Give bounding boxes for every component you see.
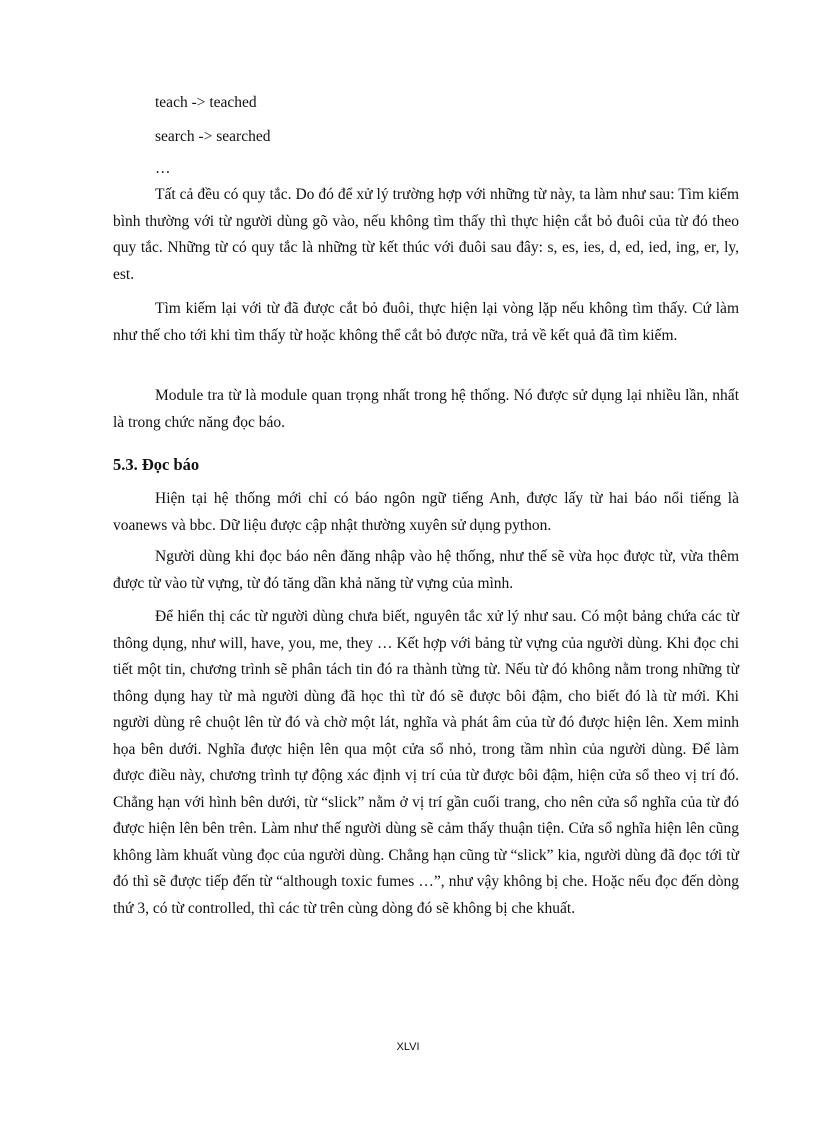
paragraph-retry-text: Tìm kiếm lại với từ đã được cắt bỏ đuôi, thực hiện lại vòng lặp nếu không tìm thấy. Cứ làm như thế cho tới khi tìm thấy từ hoặc không thể cắt bỏ được nữa, trả về kết quả đã tìm kiếm.	[113, 300, 739, 344]
paragraph-module	[113, 383, 739, 436]
example-ellipsis: …	[155, 160, 171, 177]
section-heading: 5.3. Đọc báo	[113, 455, 200, 474]
paragraph-news-sources	[113, 486, 739, 539]
paragraph-rules-text: Tất cả đều có quy tắc. Do đó để xử lý trường hợp với những từ này, ta làm như sau: Tìm kiếm bình thường với từ người dùng gõ vào, nếu không tìm thấy thì thực hiện cắt bỏ đuôi của từ đó theo quy tắc. Những từ có quy tắc là những từ kết thúc với đuôi sau đây: s, es, ies, d, ed, ied, ing, er, ly, est.	[113, 186, 739, 283]
paragraph-highlight-text: Để hiển thị các từ người dùng chưa biết, nguyên tắc xử lý như sau. Có một bảng chứa các từ thông dụng, như will, have, you, me, they … Kết hợp với bảng từ vựng của người dùng. Khi đọc chi tiết một tin, chương trình sẽ phân tách tin đó ra thành từng từ. Nếu từ đó không nằm trong những từ thông dụng hay từ mà người dùng đã học thì từ đó sẽ được bôi đậm, cho biết đó là từ mới. Khi người dùng rê chuột lên từ đó và chờ một lát, nghĩa và phát âm của từ đó được hiện lên. Xem minh họa bên dưới. Nghĩa được hiện lên qua một cửa sổ nhỏ, trong tầm nhìn của người dùng. Để làm được điều này, chương trình tự động xác định vị trí của từ được bôi đậm, hiện cửa sổ theo vị trí đó. Chẳng hạn với hình bên dưới, từ “slick” nằm ở vị trí gần cuối trang, cho nên cửa sổ nghĩa của từ đó được hiện lên bên trên. Làm như thế người dùng sẽ cảm thấy thuận tiện. Cửa sổ nghĩa hiện lên cũng không làm khuất vùng đọc của người dùng. Chẳng hạn cũng từ “slick” kia, người dùng đã đọc tới từ đó thì sẽ được tiếp đến từ “although toxic fumes …”, như vậy không bị che. Hoặc nếu đọc đến dòng thứ 3, có từ controlled, thì các từ trên cùng dòng đó sẽ không bị che khuất.	[113, 608, 739, 917]
example-line-teach: teach -> teached	[155, 94, 257, 111]
page-number: XLVI	[396, 1041, 420, 1053]
paragraph-rules	[113, 182, 739, 288]
paragraph-news-sources-text: Hiện tại hệ thống mới chỉ có báo ngôn ngữ tiếng Anh, được lấy từ hai báo nổi tiếng là voanews và bbc. Dữ liệu được cập nhật thường xuyên sử dụng python.	[113, 490, 739, 534]
paragraph-retry	[113, 296, 739, 349]
paragraph-module-text: Module tra từ là module quan trọng nhất trong hệ thống. Nó được sử dụng lại nhiều lần, nhất là trong chức năng đọc báo.	[113, 387, 739, 431]
paragraph-login-text: Người dùng khi đọc báo nên đăng nhập vào hệ thống, như thế sẽ vừa học được từ, vừa thêm được từ vào từ vựng, từ đó tăng dần khả năng từ vựng của mình.	[113, 548, 739, 592]
paragraph-login	[113, 544, 739, 597]
paragraph-highlight	[113, 604, 739, 922]
example-line-search: search -> searched	[155, 128, 271, 145]
